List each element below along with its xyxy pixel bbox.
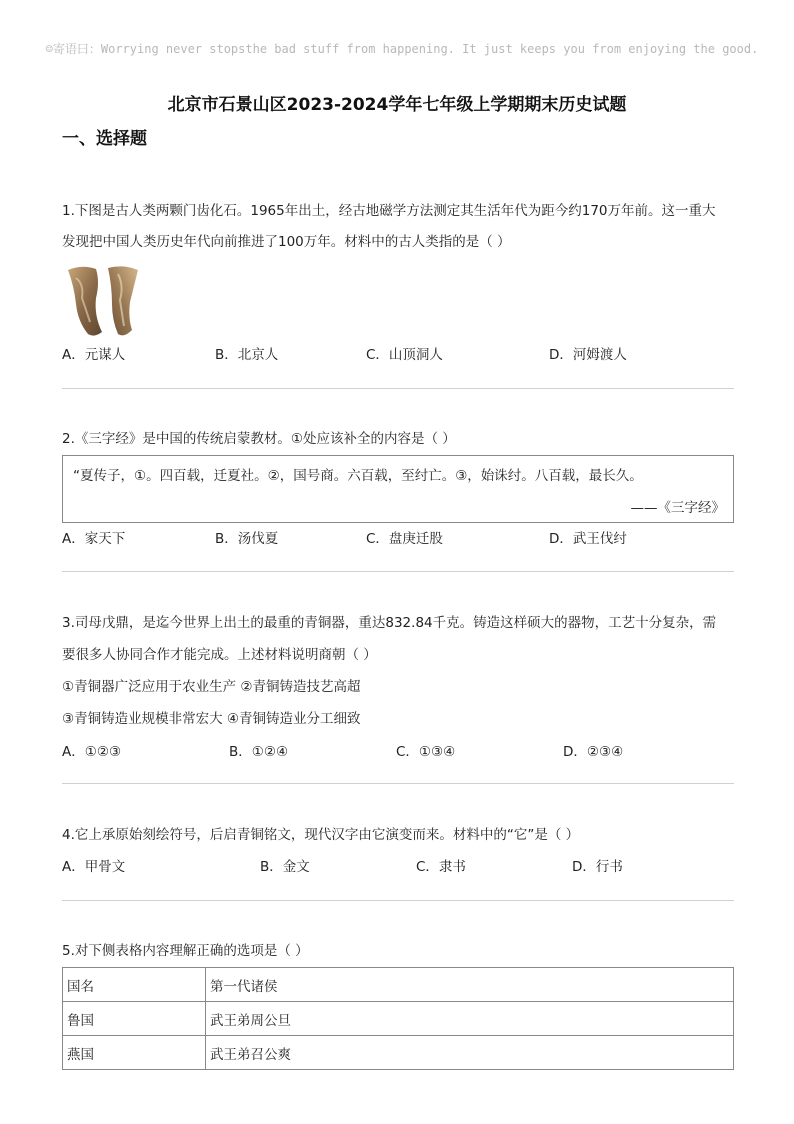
- vassal-states-table: [62, 967, 734, 1070]
- question-3-options: [62, 738, 734, 766]
- motto-header: ☺寄语曰：Worrying never stopsthe bad stuff from happening. It just keeps you from enjoying the good.: [45, 42, 759, 56]
- question-1-options: [62, 341, 734, 369]
- option-d[interactable]: D．行书: [572, 859, 623, 875]
- table-row: [63, 1036, 734, 1070]
- table-cell: 鲁国: [63, 1002, 206, 1036]
- option-c[interactable]: C．隶书: [416, 859, 466, 875]
- question-1-line-1: 1.下图是古人类两颗门齿化石。1965年出土，经古地磁学方法测定其生活年代为距今约170万年前。这一重大: [62, 203, 716, 219]
- question-3-line-2: 要很多人协同合作才能完成。上述材料说明商朝（ ）: [62, 647, 377, 663]
- page-title: 北京市石景山区2023-2024学年七年级上学期期末历史试题: [167, 95, 627, 115]
- question-2-stem: 2.《三字经》是中国的传统启蒙教材。①处应该补全的内容是（ ）: [62, 431, 456, 447]
- option-a[interactable]: A．元谋人: [62, 347, 126, 363]
- option-b[interactable]: B．①②④: [229, 744, 289, 760]
- divider: [62, 900, 734, 901]
- option-d[interactable]: D．②③④: [563, 744, 624, 760]
- divider: [62, 783, 734, 784]
- table-row: [63, 1002, 734, 1036]
- question-1-line-2: 发现把中国人类历史年代向前推进了100万年。材料中的古人类指的是（ ）: [62, 234, 511, 250]
- table-cell: 燕国: [63, 1036, 206, 1070]
- question-4-stem: 4.它上承原始刻绘符号，后启青铜铭文，现代汉字由它演变而来。材料中的“它”是（ ）: [62, 827, 580, 843]
- option-b[interactable]: B．汤伐夏: [215, 531, 279, 547]
- question-3-statement-1: ①青铜器广泛应用于农业生产 ②青铜铸造技艺高超: [62, 679, 361, 695]
- question-4-options: [62, 853, 734, 881]
- quote-box: [62, 455, 734, 523]
- table-header-row: [63, 968, 734, 1002]
- option-a[interactable]: A．①②③: [62, 744, 122, 760]
- quote-text: “夏传子，①。四百载，迁夏社。②，国号商。六百载，至纣亡。③，始诛纣。八百载，最长久。: [73, 468, 643, 484]
- option-b[interactable]: B．金文: [260, 859, 310, 875]
- question-3-line-1: 3.司母戊鼎，是迄今世界上出土的最重的青铜器，重达832.84千克。铸造这样硕大的器物，工艺十分复杂，需: [62, 615, 717, 631]
- option-d[interactable]: D．河姆渡人: [549, 347, 627, 363]
- option-b[interactable]: B．北京人: [215, 347, 279, 363]
- incisor-fossil-image: [64, 264, 144, 338]
- table-cell: 国名: [63, 968, 206, 1002]
- option-a[interactable]: A．家天下: [62, 531, 126, 547]
- question-2-options: [62, 525, 734, 553]
- quote-source: ——《三字经》: [630, 500, 725, 516]
- table-cell: 武王弟周公旦: [206, 1002, 734, 1036]
- table-cell: 武王弟召公爽: [206, 1036, 734, 1070]
- option-c[interactable]: C．①③④: [396, 744, 456, 760]
- table-cell: 第一代诸侯: [206, 968, 734, 1002]
- fossil-tooth-left: [68, 267, 102, 336]
- option-d[interactable]: D．武王伐纣: [549, 531, 627, 547]
- divider: [62, 571, 734, 572]
- section-heading: 一、选择题: [62, 129, 147, 149]
- option-c[interactable]: C．盘庚迁股: [366, 531, 443, 547]
- option-c[interactable]: C．山顶洞人: [366, 347, 443, 363]
- question-5-stem: 5.对下侧表格内容理解正确的选项是（ ）: [62, 943, 309, 959]
- question-3-statement-2: ③青铜铸造业规模非常宏大 ④青铜铸造业分工细致: [62, 711, 361, 727]
- divider: [62, 388, 734, 389]
- option-a[interactable]: A．甲骨文: [62, 859, 126, 875]
